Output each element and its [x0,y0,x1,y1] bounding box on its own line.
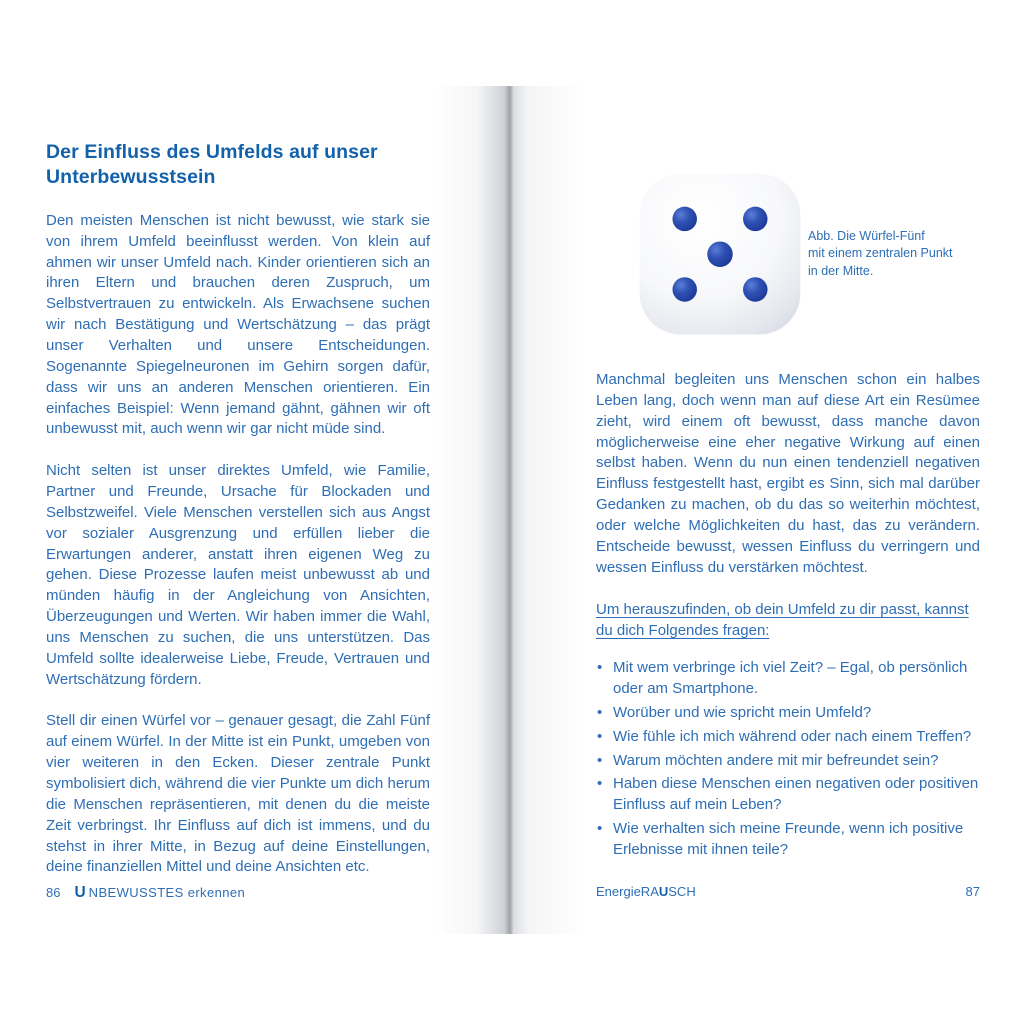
left-paragraph-1: Den meisten Menschen ist nicht bewusst, wie stark sie von ihrem Umfeld beeinflusst werden. Von klein auf ahmen wir unser Umfeld nach. Kinder orientieren sich an ihren Eltern und brauchen deren Zuspruch, um Selbstvertrauen zu entwickeln. Als Erwachsene suchen wir nach Bestätigung und Wertschätzung – das prägt unser Verhalten und unsere Entscheidungen. Sogenannte Spiegelneuronen im Gehirn sorgen dafür, dass wir uns an anderen Menschen orientieren. Ein einfaches Beispiel: Wenn jemand gähnt, gähnen wir oft unbewusst mit, auch wenn wir gar nicht müde sind. [46,211,430,438]
chapter-heading: Der Einfluss des Umfelds auf unser Unterbewusstsein [46,141,378,188]
list-item-text: Haben diese Menschen einen negativen oder positiven Einfluss auf mein Leben? [613,775,979,814]
list-item [596,703,980,724]
question-list [596,658,980,861]
bullet-icon: • [597,703,603,721]
right-page-footer [596,884,980,899]
list-item [596,751,980,772]
dice-figure [596,166,980,366]
lead-in-question: Um herauszufinden, ob dein Umfeld zu dir passt, kannst du dich Folgendes fragen: [596,601,969,640]
list-item-text: Worüber und wie spricht mein Umfeld? [613,703,872,721]
figure-caption-line: in der Mitte. [808,263,874,278]
figure-caption-line: mit einem zentralen Punkt [808,246,953,261]
list-item-text: Wie fühle ich mich während oder nach einem Treffen? [613,727,972,745]
brand-post: SCH [668,884,696,899]
right-paragraph-1: Manchmal begleiten uns Menschen schon ein halbes Leben lang, doch wenn man auf diese Art ein Resümee zieht, wird einem oft bewusst, dass manche davon möglicherweise eine eher negative Wirkung auf einen selbst haben. Wenn du nun einen tendenziell negativen Einfluss festgestellt hast, ergibt es Sinn, sich mal darüber Gedanken zu machen, ob du das so weiterhin möchtest, oder welche Möglichkeiten du hast, das zu verändern. Entscheide bewusst, wessen Einfluss du verringern und wessen Einfluss du verstärken möchtest. [596,371,980,576]
left-page-number: 86 [46,885,61,900]
chapter-initial: U [74,884,86,901]
list-item [596,658,980,700]
list-item [596,727,980,748]
right-page-number: 87 [965,884,980,899]
left-paragraph-3: Stell dir einen Würfel vor – genauer gesagt, die Zahl Fünf auf einem Würfel. In der Mitte ist ein Punkt, umgeben von vier weiteren in den Ecken. Dieser zentrale Punkt symbolisiert dich, während die vier Punkte um dich herum die Menschen repräsentieren, mit denen du die meiste Zeit verbringst. Ihr Einfluss auf dich ist immens, und du stehst in ihrer Mitte, in Bezug auf deine Einstellungen, deine finanziellen Mittel und deine Ansichten etc. [46,712,430,876]
bullet-icon: • [597,751,603,769]
bullet-icon: • [597,727,603,745]
list-item-text: Mit wem verbringe ich viel Zeit? – Egal, ob persönlich oder am Smartphone. [613,659,968,697]
figure-caption-line: Abb. Die Würfel-Fünf [808,229,925,243]
brand-highlight: U [658,884,669,899]
page-gutter-shadow [435,86,585,934]
brand-pre: EnergieRA [596,884,659,899]
list-item [596,774,980,816]
brand-label [596,884,696,899]
bullet-icon: • [597,659,603,677]
list-item [596,819,980,861]
left-paragraph-2: Nicht selten ist unser direktes Umfeld, wie Familie, Partner und Freunde, Ursache für Blockaden und Selbstzweifel. Viele Menschen verstellen sich aus Angst vor sozialer Ausgrenzung und erfüllen lieber die Erwartungen anderer, anstatt ihren eigenen Weg zu gehen. Diese Prozesse laufen meist unbewusst ab und münden häufig in der Angleichung von Ansichten, Überzeugungen und Werten. Wir haben immer die Wahl, uns Menschen zu suchen, die uns unterstützen. Das Umfeld sollte idealerweise Liebe, Freude, Vertrauen und Wertschätzung fördern. [46,462,430,688]
right-page [596,370,980,864]
left-page [46,140,430,899]
figure-caption [808,228,976,280]
chapter-label: NBEWUSSTES erkennen [88,885,246,900]
bullet-icon: • [597,820,603,838]
list-item-text: Wie verhalten sich meine Freunde, wenn ich positive Erlebnisse mit ihnen teile? [613,820,964,858]
left-page-footer [46,884,430,902]
list-item-text: Warum möchten andere mit mir befreundet sein? [613,751,939,769]
bullet-icon: • [597,775,603,793]
dice-face [640,174,801,335]
